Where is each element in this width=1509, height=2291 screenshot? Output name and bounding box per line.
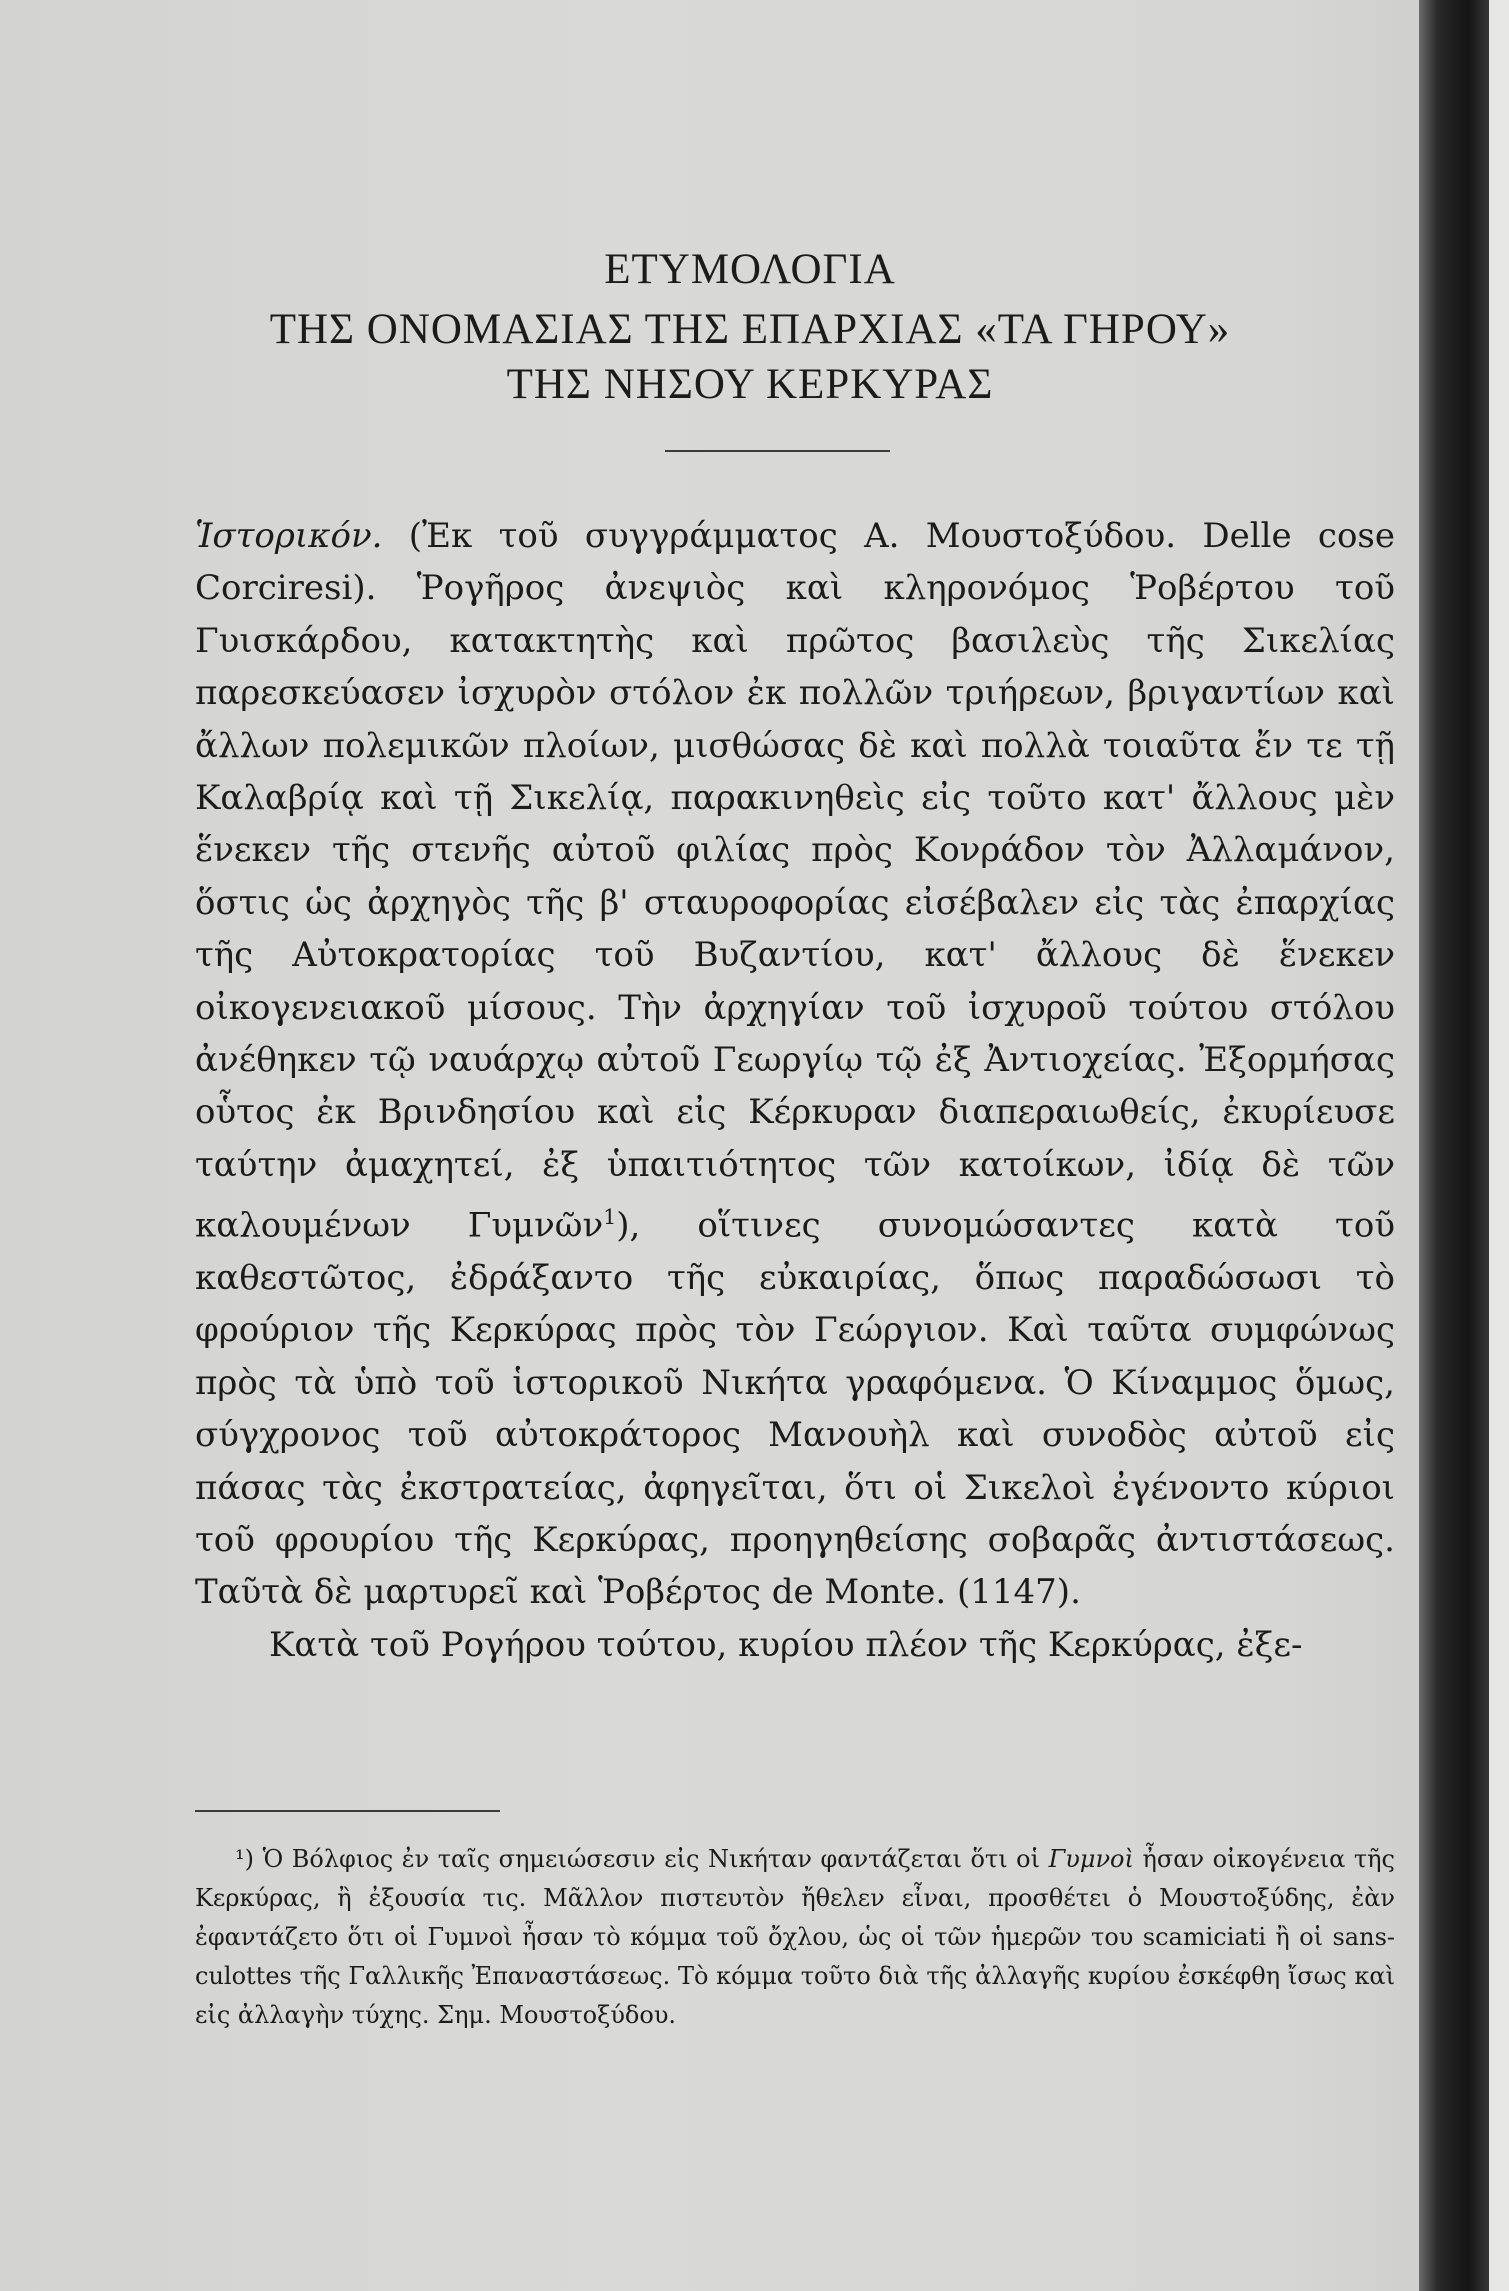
adjacent-page-edge	[1489, 0, 1509, 2291]
paragraph-1-text: (Ἐκ τοῦ συγγράμματος Α. Μουστοξύδου. Delle cose Corciresi). Ῥογῆρος ἀνεψιὸς καὶ κληρονόμος Ῥοβέρτου τοῦ Γυισκάρδου, κατακτητὴς καὶ πρῶτος βασιλεὺς τῆς Σικελίας παρεσκεύασεν ἰσχυρὸν στόλον ἐκ πολλῶν τριήρεων, βριγαντίων καὶ ἄλλων πολεμικῶν πλοίων, μισθώσας δὲ καὶ πολλὰ τοιαῦτα ἔν τε τῇ Καλαβρίᾳ καὶ τῇ Σικελίᾳ, παρακινηθεὶς εἰς τοῦτο κατ' ἄλλους μὲν ἕνεκεν τῆς στενῆς αὐτοῦ φιλίας πρὸς Κονράδον τὸν Ἀλλαμάνον, ὅστις ὡς ἀρχηγὸς τῆς β' σταυροφορίας εἰσέβαλεν εἰς τὰς ἐπαρχίας τῆς Αὐτοκρατορίας τοῦ Βυζαντίου, κατ' ἄλλους δὲ ἕνεκεν οἰκογενειακοῦ μίσους. Τὴν ἀρχηγίαν τοῦ ἰσχυροῦ τούτου στόλου ἀνέθηκεν τῷ ναυάρχῳ αὐτοῦ Γεωργίῳ τῷ ἐξ Ἀντιοχείας. Ἐξορμήσας οὗτος ἐκ Βρινδησίου καὶ εἰς Κέρκυραν διαπεραιωθείς, ἐκυρίευσε ταύτην ἀμαχητεί, ἐξ ὑπαιτιότητος τῶν κατοίκων, ἰδίᾳ δὲ τῶν καλουμένων Γυμνῶν	[195, 516, 1395, 1246]
section-label: Ἱστορικόν.	[195, 516, 383, 556]
footnote	[195, 1840, 1395, 2035]
paragraph-1-continued: , οἵτινες συνομώσαντες κατὰ τοῦ καθεστῶτος, ἐδράξαντο τῆς εὐκαιρίας, ὅπως παραδώσωσι τὸ φρούριον τῆς Κερκύρας πρὸς τὸν Γεώργιον. Καὶ ταῦτα συμφώνως πρὸς τὰ ὑπὸ τοῦ ἱστορικοῦ Νικήτα γραφόμενα. Ὁ Κίναμμος ὅμως, σύγχρονος τοῦ αὐτοκράτορος Μανουὴλ καὶ συνοδὸς αὐτοῦ εἰς πάσας τὰς ἐκστρατείας, ἀφηγεῖται, ὅτι οἱ Σικελοὶ ἐγένοντο κύριοι τοῦ φρουρίου τῆς Κερκύρας, προηγηθείσης σοβαρᾶς ἀντιστάσεως. Ταῦτὰ δὲ μαρτυρεῖ καὶ Ῥοβέρτος de Monte. (1147).	[195, 1205, 1396, 1613]
title-line-2: ΤΗΣ ΟΝΟΜΑΣΙΑΣ ΤΗΣ ΕΠΑΡΧΙΑΣ «ΤΑ ΓΗΡΟΥ»	[269, 306, 1231, 353]
paragraph-2: Κατὰ τοῦ Ρογήρου τούτου, κυρίου πλέον τῆς Κερκύρας, ἐξε-	[269, 1624, 1303, 1665]
title-line-1: ΕΤΥΜΟΛΟΓΙΑ	[604, 246, 896, 293]
main-text	[195, 510, 1395, 1671]
paragraph-1: Ἱστορικόν. (Ἐκ τοῦ συγγράμματος Α. Μουστοξύδου. Delle cose Corciresi). Ῥογῆρος ἀνεψιὸς καὶ κληρονόμος Ῥοβέρτου τοῦ Γυισκάρδου, κατακτητὴς καὶ πρῶτος βασιλεὺς τῆς Σικελίας παρεσκεύασεν ἰσχυρὸν στόλον ἐκ πολλῶν τριήρεων, βριγαντίων καὶ ἄλλων πολεμικῶν πλοίων, μισθώσας δὲ καὶ πολλὰ τοιαῦτα ἔν τε τῇ Καλαβρίᾳ καὶ τῇ Σικελίᾳ, παρακινηθεὶς εἰς τοῦτο κατ' ἄλλους μὲν ἕνεκεν τῆς στενῆς αὐτοῦ φιλίας πρὸς Κονράδον τὸν Ἀλλαμάνον, ὅστις ὡς ἀρχηγὸς τῆς β' σταυροφορίας εἰσέβαλεν εἰς τὰς ἐπαρχίας τῆς Αὐτοκρατορίας τοῦ Βυζαντίου, κατ' ἄλλους δὲ ἕνεκεν οἰκογενειακοῦ μίσους. Τὴν ἀρχηγίαν τοῦ ἰσχυροῦ τούτου στόλου ἀνέθηκεν τῷ ναυάρχῳ αὐτοῦ Γεωργίῳ τῷ ἐξ Ἀντιοχείας. Ἐξορμήσας οὗτος ἐκ Βρινδησίου καὶ εἰς Κέρκυραν διαπεραιωθείς, ἐκυρίευσε ταύτην ἀμαχητεί, ἐξ ὑπαιτιότητος τῶν κατοίκων, ἰδίᾳ δὲ τῶν καλουμένων Γυμνῶν$^1$), οἵτινες συνομώσαντες κατὰ τοῦ καθεστῶτος, ἐδράξαντο τῆς εὐκαιρίας, ὅπως παραδώσωσι τὸ φρούριον τῆς Κερκύρας πρὸς τὸν Γεώργιον. Καὶ ταῦτα συμφώνως πρὸς τὰ ὑπὸ τοῦ ἱστορικοῦ Νικήτα γραφόμενα. Ὁ Κίναμμος ὅμως, σύγχρονος τοῦ αὐτοκράτορος Μανουὴλ καὶ συνοδὸς αὐτοῦ εἰς πάσας τὰς ἐκστρατείας, ἀφηγεῖται, ὅτι οἱ Σικελοὶ ἐγένοντο κύριοι τοῦ φρουρίου τῆς Κερκύρας, προηγηθείσης σοβαρᾶς ἀντιστάσεως. Ταῦτὰ δὲ μαρτυρεῖ καὶ Ῥοβέρτος de Monte. (1147).	[195, 516, 1396, 1613]
title-separator	[665, 450, 890, 452]
footnote-text-1: Ὁ Βόλφιος ἐν ταῖς σημειώσεσιν εἰς Νικήταν φαντάζεται ὅτι οἱ	[262, 1845, 1049, 1873]
footnote-marker: ¹)	[235, 1845, 254, 1873]
title-line-3: ΤΗΣ ΝΗΣΟΥ ΚΕΡΚΥΡΑΣ	[506, 361, 994, 408]
footnote-separator	[195, 1810, 500, 1812]
footnote-reference: 1	[603, 1205, 617, 1230]
footnote-italic: Γυμνοὶ	[1048, 1845, 1134, 1873]
footnote-text-2: ἦσαν οἰκογένεια τῆς Κερκύρας, ἢ ἐξουσία τις. Μᾶλλον πιστευτὸν ἤθελεν εἶναι, προσθέτει ὁ Μουστοξύδης, ἐὰν ἐφαντάζετο ὅτι οἱ Γυμνοὶ ἦσαν τὸ κόμμα τοῦ ὄχλου, ὡς οἱ τῶν ἡμερῶν του scamiciati ἢ οἱ sans-culottes τῆς Γαλλικῆς Ἐπαναστάσεως. Τὸ κόμμα τοῦτο διὰ τῆς ἀλλαγῆς κυρίου ἐσκέφθη ἴσως καὶ εἰς ἀλλαγὴν τύχης. Σημ. Μουστοξύδου.	[195, 1845, 1395, 2029]
